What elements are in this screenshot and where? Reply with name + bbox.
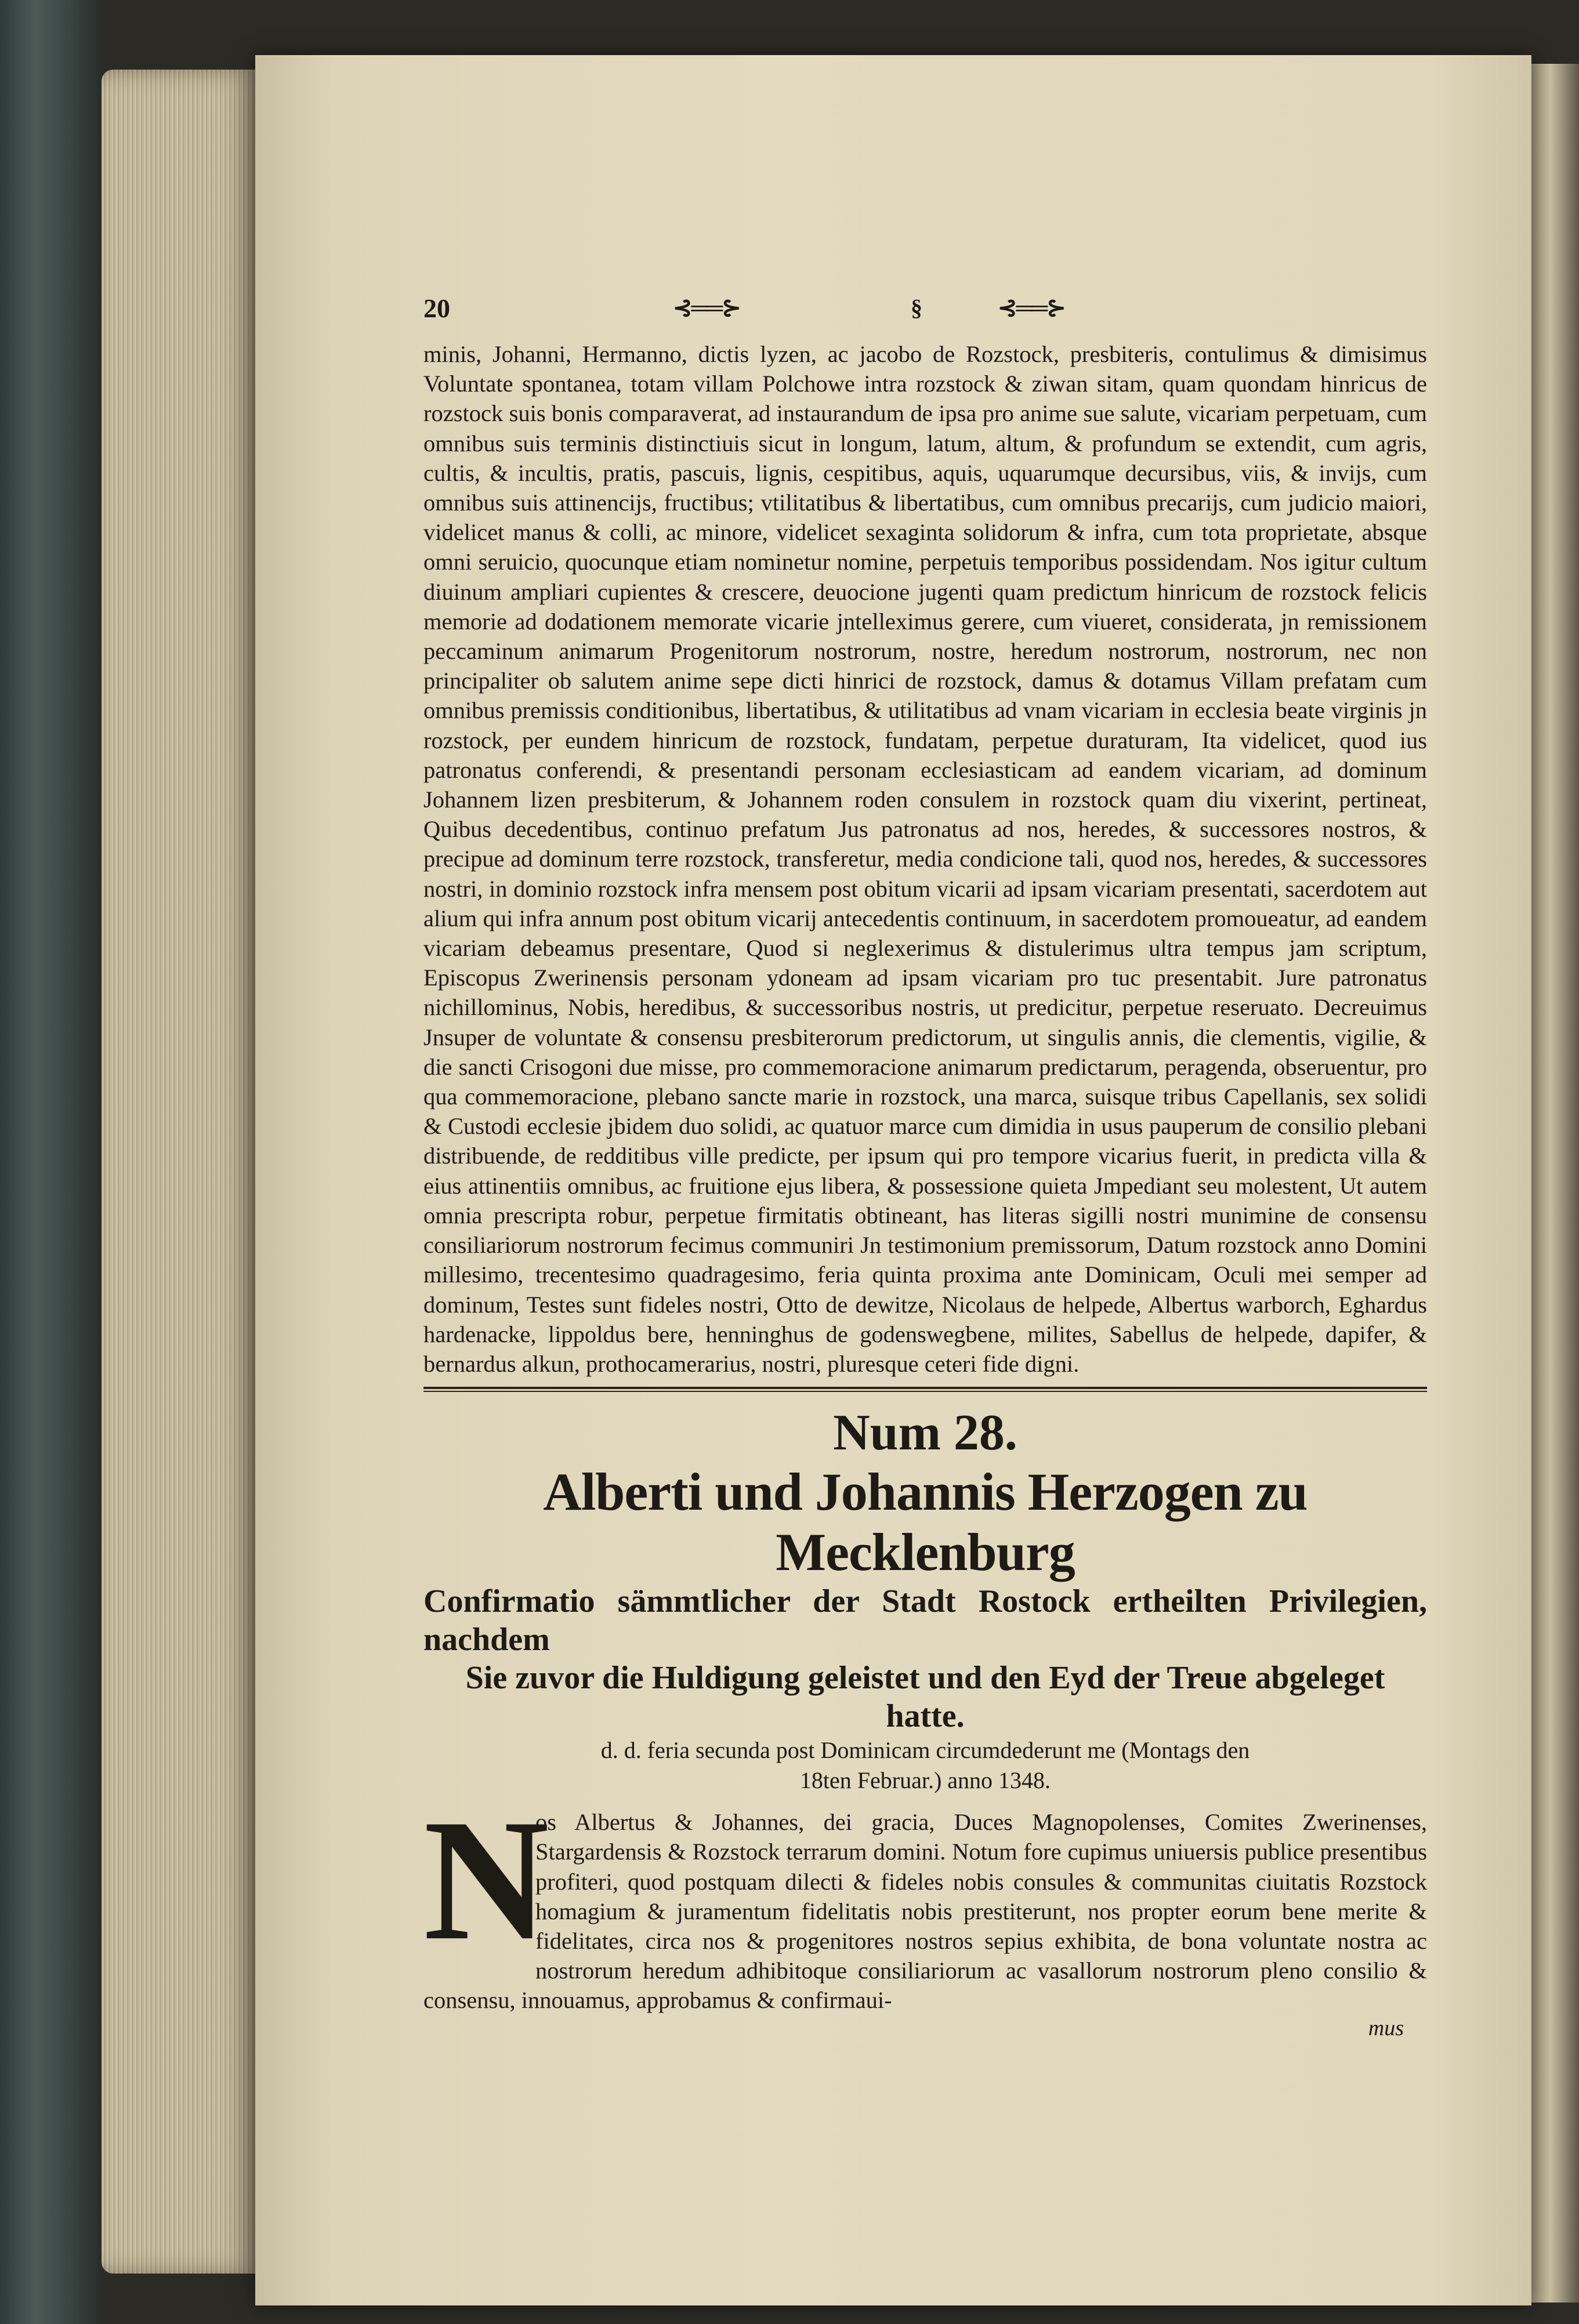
ornament-left: ⊰══⊱ — [673, 295, 740, 321]
page-number: 20 — [423, 293, 450, 323]
drop-cap: N — [423, 1783, 549, 1977]
document-title: Alberti und Johannis Herzogen zu Mecklenburg — [543, 1462, 1308, 1582]
document-heading — [423, 1405, 1427, 1796]
section-rule — [423, 1387, 1427, 1392]
ornament-center: § — [911, 295, 921, 321]
document-28-text: os Albertus & Johannes, dei gracia, Duces Magnopolenses, Comites Zwerinenses, Stargardensis & Rozstock terrarum domini. Notum fore cupimus uniuersis publice presentibus profiteri, quod postquam dilecti & fideles nobis consules & communitas ciuitatis Rozstock homagium & juramentum fidelitatis nobis prestiterunt, nos propter eorum bene merite & fidelitates, circa nos & progenitores nostros sepius exhibita, de bona voluntate nostra ac nostrorum heredum adhibitoque consiliariorum ac vasallorum nostrorum pleno consilio & consensu, innouamus, approbamus & confirmaui- — [423, 1809, 1427, 2014]
charter-paragraph: minis, Johanni, Hermanno, dictis lyzen, ac jacobo de Rozstock, presbiteris, contulimus & dimisimus Voluntate spontanea, totam villam Polchowe intra rozstock & ziwan sitam, quam quondam hinricus de rozstock suis bonis comparaverat, ad instaurandum de ipsa pro anime sue salute, vicariam perpetuam, cum omnibus suis terminis distinctiuis sicut in longum, latum, altum, & profundum se extendit, cum agris, cultis, & incultis, pratis, pascuis, lignis, cespitibus, aquis, uquarumque decursibus, viis, & invijs, cum omnibus suis attinencijs, fructibus; vtilitatibus & libertatibus, cum omnibus precarijs, cum judicio maiori, videlicet manus & colli, ac minore, videlicet sexaginta solidorum & infra, cum tota proprietate, absque omni seruicio, quocunque etiam nominetur nomine, perpetuis temporibus possidendam. Nos igitur cultum diuinum ampliari cupientes & crescere, deuocione jugenti quam predictum hinricum de rozstock felicis memorie ad dodationem memorate vicarie jntelleximus gerere, cum viueret, considerata, jn remissionem peccaminum animarum Progenitorum nostrorum, nostre, heredum nostrorum, nostrorum, nec non principaliter ob salutem anime sepe dicti hinrici de rozstock, damus & dotamus Villam prefatam cum omnibus premissis conditionibus, libertatibus, & utilitatibus ad vnam vicariam in ecclesia beate virginis jn rozstock, per eundem hinricum de rozstock, fundatam, perpetue duraturam, Ita videlicet, quod ius patronatus conferendi, & presentandi personam ecclesiasticam ad eandem vicariam, ad dominum Johannem lizen presbiterum, & Johannem roden consulem in rozstock quam diu vixerint, pertineat, Quibus decedentibus, continuo prefatum Jus patronatus ad nos, heredes, & successores nostros, & precipue ad dominum terre rozstock, transferetur, media condicione tali, quod nos, heredes, & successores nostri, in dominio rozstock infra mensem post obitum vicarii ad ipsam vicariam presentati, sacerdotem aut alium qui infra annum post obitum vicarij antecedentis continuum, in sacerdotem promoueatur, ad eandem vicariam debeamus presentare, Quod si neglexerimus & distulerimus ultra tempus jam scriptum, Episcopus Zwerinensis personam ydoneam ad ipsam vicariam pro tuc presentabit. Jure patronatus nichillominus, Nobis, heredibus, & successoribus nostris, ut predicitur, perpetue reseruato. Decreuimus Jnsuper de voluntate & consensu presbiterorum predictorum, ut singulis annis, die clementis, vigilie, & die sancti Crisogoni due misse, pro commemoracione animarum predictarum, peragenda, obseruentur, pro qua commemoracione, plebano sancte marie in rozstock, una marca, suisque tribus Capellanis, sex solidi & Custodi ecclesie jbidem duo solidi, ac quatuor marce cum dimidia in usus pauperum de consilio plebani distribuende, de redditibus ville predicte, per ipsum qui pro tempore vicarius fuerit, in predicta villa & eius attinentiis omnibus, ac fruitione ejus libera, & possessione quieta Jmpediant seu molestent, Ut autem omnia prescripta robur, perpetue firmitatis obtineant, has literas sigilli nostri munimine de consensu consiliariorum nostrorum fecimus communiri Jn testimonium premissorum, Datum rozstock anno Domini millesimo, trecentesimo quadragesimo, feria quinta proxima ante Dominicam, Oculi mei semper ad dominum, Testes sunt fideles nostri, Otto de dewitze, Nicolaus de helpede, Albertus warborch, Eghardus hardenacke, lippoldus bere, henninghus de godenswegbene, milites, Sabellus de helpede, dapifer, & bernardus alkun, prothocamerarius, nostri, pluresque ceteri fide digni. — [423, 341, 1427, 1377]
date-line-1: d. d. feria secunda post Dominicam circumdederunt me (Montags den — [600, 1737, 1250, 1764]
date-line-2: 18ten Februar.) anno 1348. — [799, 1767, 1051, 1794]
book-cover — [0, 0, 102, 2324]
document-28-body — [423, 1783, 1427, 2040]
facing-page-edge — [1531, 64, 1579, 2303]
text-block — [423, 293, 1427, 2041]
catchword: mus — [1368, 2015, 1404, 2040]
document-number: Num 28. — [833, 1405, 1017, 1462]
ornament-right: ⊰══⊱ — [998, 295, 1065, 321]
document-subtitle-line-1: Confirmatio sämmtlicher der Stadt Rostock ertheilten Privilegien, nachdem — [423, 1583, 1427, 1658]
running-head — [423, 293, 1427, 328]
page-edges — [102, 70, 258, 2274]
document-subtitle-line-2: Sie zuvor die Huldigung geleistet und den Eyd der Treue abgeleget hatte. — [465, 1660, 1385, 1735]
